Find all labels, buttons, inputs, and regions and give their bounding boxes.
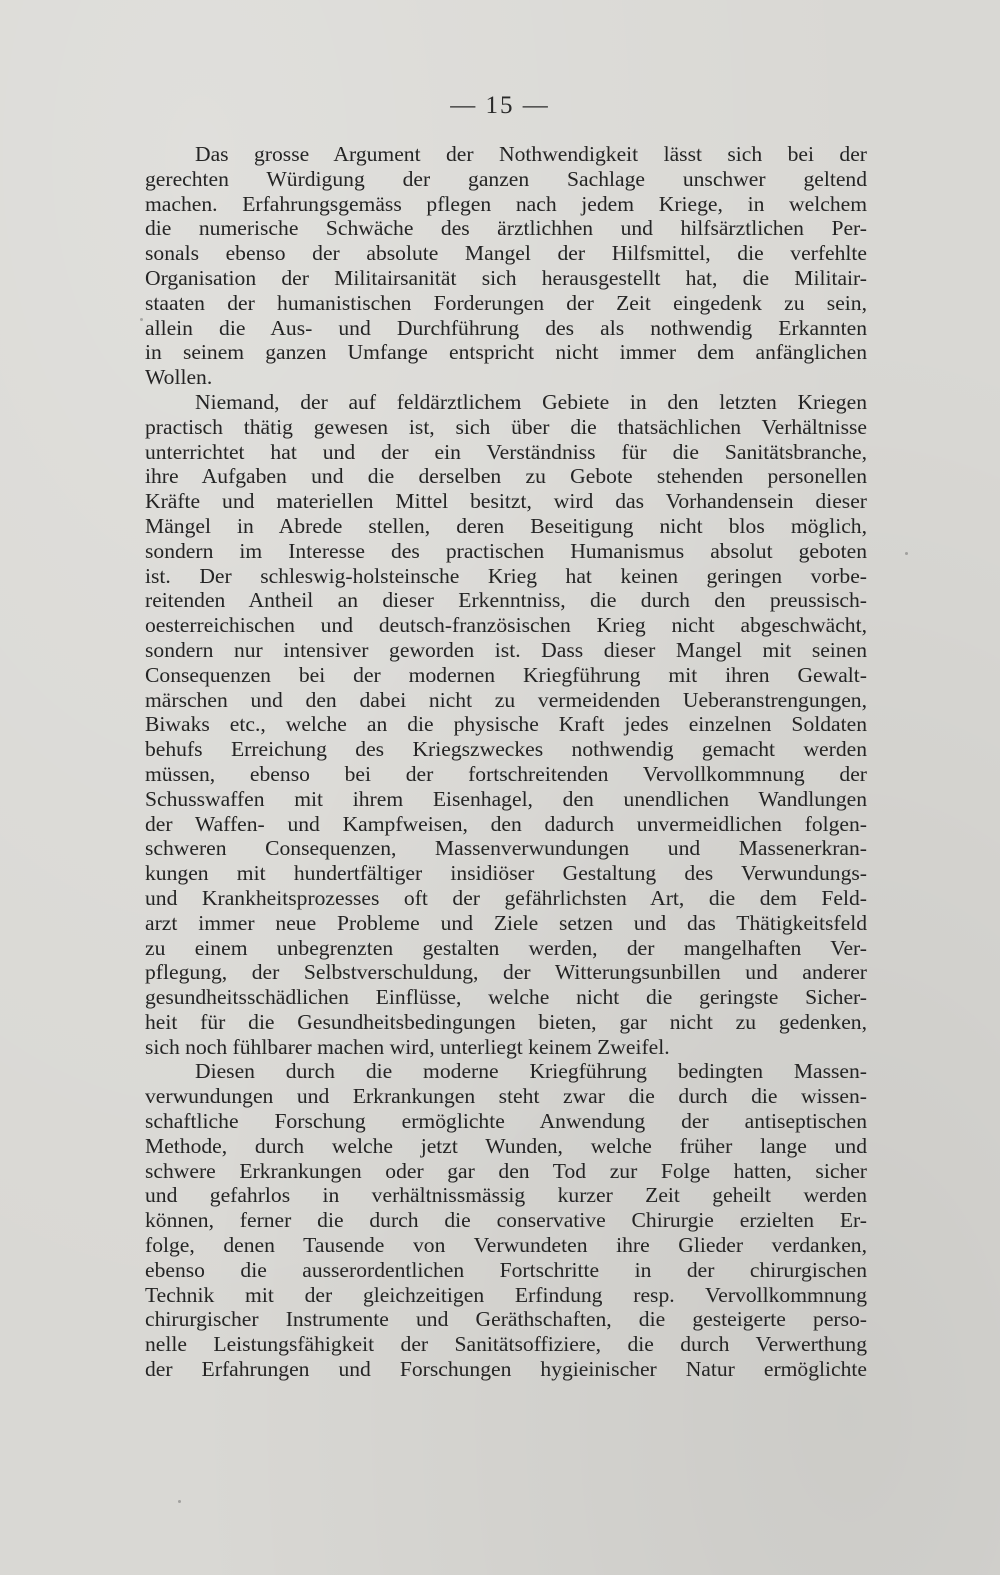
text-line: schweren Consequenzen, Massenverwundungen und Massenerkran- <box>145 836 867 861</box>
text-line: arzt immer neue Probleme und Ziele setzen und das Thätigkeitsfeld <box>145 910 867 935</box>
text-line: gerechten Würdigung der ganzen Sachlage unschwer geltend <box>145 166 867 191</box>
text-line: die numerische Schwäche des ärztlichhen und hilfsärztlichen Per- <box>145 216 867 241</box>
text-line: oesterreichischen und deutsch-französischen Krieg nicht abgeschwächt, <box>145 613 867 638</box>
text-line: und Krankheitsprozesses oft der gefährlichsten Art, die dem Feld- <box>145 885 867 910</box>
text-line: Diesen durch die moderne Kriegführung bedingten Massen- <box>195 1059 867 1084</box>
text-line: sondern nur intensiver geworden ist. Dass dieser Mangel mit seinen <box>145 637 867 662</box>
text-line: verwundungen und Erkrankungen steht zwar die durch die wissen- <box>145 1084 867 1109</box>
text-line: unterrichtet hat und der ein Verständniss für die Sanitätsbranche, <box>145 439 867 464</box>
text-line: allein die Aus- und Durchführung des als nothwendig Erkannten <box>145 315 867 340</box>
text-line: der Erfahrungen und Forschungen hygieinischer Natur ermöglichte <box>145 1357 867 1382</box>
text-line: sonals ebenso der absolute Mangel der Hilfsmittel, die verfehlte <box>145 241 867 266</box>
text-line: Mängel in Abrede stellen, deren Beseitigung nicht blos möglich, <box>145 513 867 538</box>
paper-speck <box>140 318 143 321</box>
text-line: können, ferner die durch die conservative Chirurgie erzielten Er- <box>145 1208 867 1233</box>
text-line: folge, denen Tausende von Verwundeten ihre Glieder verdanken, <box>145 1233 867 1258</box>
text-line: behufs Erreichung des Kriegszweckes nothwendig gemacht werden <box>145 737 867 762</box>
text-line: ist. Der schleswig-holsteinsche Krieg hat keinen geringen vorbe- <box>145 563 867 588</box>
text-line: Methode, durch welche jetzt Wunden, welche früher lange und <box>145 1133 867 1158</box>
text-line: pflegung, der Selbstverschuldung, der Witterungsunbillen und anderer <box>145 960 867 985</box>
text-line: märschen und den dabei nicht zu vermeidenden Ueberanstrengungen, <box>145 687 867 712</box>
page-number: — 15 — <box>450 92 550 119</box>
text-line: schwere Erkrankungen oder gar den Tod zur Folge hatten, sicher <box>145 1158 867 1183</box>
text-line: heit für die Gesundheitsbedingungen bieten, gar nicht zu gedenken, <box>145 1009 867 1034</box>
text-line: chirurgischer Instrumente und Geräthschaften, die gesteigerte perso- <box>145 1307 867 1332</box>
text-line: Organisation der Militairsanität sich herausgestellt hat, die Militair- <box>145 265 867 290</box>
text-line: zu einem unbegrenzten gestalten werden, der mangelhaften Ver- <box>145 935 867 960</box>
paper-speck <box>178 1500 181 1503</box>
text-line: ihre Aufgaben und die derselben zu Gebote stehenden personellen <box>145 464 867 489</box>
text-line: Wollen. <box>145 365 213 390</box>
text-line: und gefahrlos in verhältnissmässig kurzer Zeit geheilt werden <box>145 1183 867 1208</box>
text-line: ebenso die ausserordentlichen Fortschritte in der chirurgischen <box>145 1257 867 1282</box>
text-line: in seinem ganzen Umfange entspricht nicht immer dem anfänglichen <box>145 340 867 365</box>
text-line: müssen, ebenso bei der fortschreitenden Vervollkommnung der <box>145 761 867 786</box>
text-line: Schusswaffen mit ihrem Eisenhagel, den unendlichen Wandlungen <box>145 786 867 811</box>
text-line: machen. Erfahrungsgemäss pflegen nach jedem Kriege, in welchem <box>145 191 867 216</box>
text-line: sich noch fühlbarer machen wird, unterliegt keinem Zweifel. <box>145 1034 670 1059</box>
text-line: Niemand, der auf feldärztlichem Gebiete in den letzten Kriegen <box>195 389 867 414</box>
text-line: reitenden Antheil an dieser Erkenntniss, die durch den preussisch- <box>145 588 867 613</box>
text-line: Kräfte und materiellen Mittel besitzt, wird das Vorhandensein dieser <box>145 489 867 514</box>
text-line: gesundheitsschädlichen Einflüsse, welche nicht die geringste Sicher- <box>145 985 867 1010</box>
text-line: der Waffen- und Kampfweisen, den dadurch unvermeidlichen folgen- <box>145 811 867 836</box>
text-line: practisch thätig gewesen ist, sich über die thatsächlichen Verhältnisse <box>145 414 867 439</box>
paper-speck <box>905 552 908 555</box>
text-line: staaten der humanistischen Forderungen der Zeit eingedenk zu sein, <box>145 290 867 315</box>
text-line: nelle Leistungsfähigkeit der Sanitätsoffiziere, die durch Verwerthung <box>145 1332 867 1357</box>
text-line: schaftliche Forschung ermöglichte Anwendung der antiseptischen <box>145 1109 867 1134</box>
text-line: Das grosse Argument der Nothwendigkeit lässt sich bei der <box>195 142 867 166</box>
body-text <box>145 142 867 1382</box>
text-line: Consequenzen bei der modernen Kriegführung mit ihren Gewalt- <box>145 662 867 687</box>
text-line: Biwaks etc., welche an die physische Kraft jedes einzelnen Soldaten <box>145 712 867 737</box>
text-line: sondern im Interesse des practischen Humanismus absolut geboten <box>145 538 867 563</box>
text-line: Technik mit der gleichzeitigen Erfindung resp. Vervollkommnung <box>145 1282 867 1307</box>
text-line: kungen mit hundertfältiger insidiöser Gestaltung des Verwundungs- <box>145 861 867 886</box>
